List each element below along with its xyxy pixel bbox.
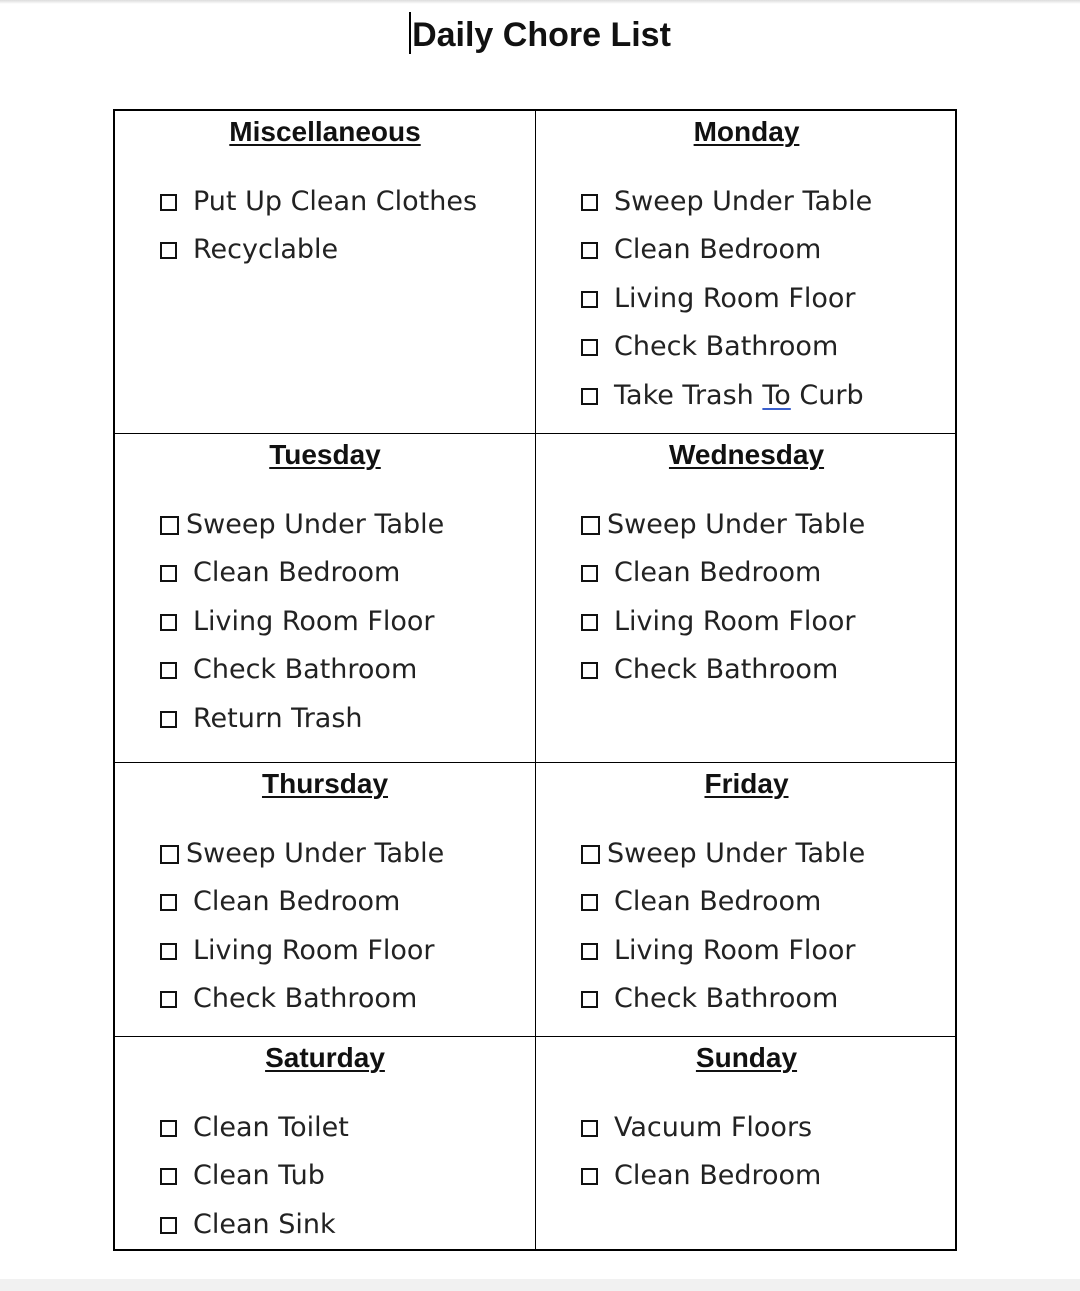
- chore-label: Check Bathroom: [614, 654, 839, 686]
- list-item: [160, 694, 444, 743]
- chore-list: [581, 1103, 821, 1200]
- chore-list: [581, 177, 872, 420]
- chore-label: Living Room Floor: [614, 605, 856, 637]
- checkbox[interactable]: [581, 388, 598, 405]
- list-item: [160, 1152, 349, 1201]
- checkbox[interactable]: [581, 1168, 598, 1185]
- checkbox[interactable]: [581, 991, 598, 1008]
- chore-label: Clean Tub: [193, 1160, 325, 1192]
- chore-label: Clean Bedroom: [614, 234, 822, 266]
- list-item: [160, 829, 444, 878]
- chore-label: Clean Bedroom: [614, 557, 822, 589]
- chore-label: Clean Bedroom: [614, 1160, 822, 1192]
- chore-label: Clean Bedroom: [614, 886, 822, 918]
- section-miscellaneous: [115, 111, 536, 434]
- list-item: [160, 597, 444, 646]
- checkbox[interactable]: [581, 1120, 598, 1137]
- checkbox[interactable]: [581, 894, 598, 911]
- chore-label: Return Trash: [193, 702, 363, 734]
- list-item: [160, 1200, 349, 1249]
- section-header: Sunday: [695, 1042, 798, 1073]
- section-header: Saturday: [265, 1042, 385, 1073]
- checkbox[interactable]: [581, 943, 598, 960]
- chore-label: Sweep Under Table: [186, 837, 445, 869]
- chore-table: [113, 109, 957, 1251]
- checkbox[interactable]: [581, 614, 598, 631]
- chore-label: Check Bathroom: [193, 654, 418, 686]
- chore-label: Sweep Under Table: [607, 508, 866, 540]
- spellcheck-marked-word[interactable]: To: [762, 379, 791, 411]
- chore-label: Check Bathroom: [614, 331, 839, 363]
- chore-list: [160, 500, 444, 743]
- section-header: Friday: [704, 768, 789, 799]
- checkbox[interactable]: [160, 894, 177, 911]
- checkbox[interactable]: [160, 662, 177, 679]
- chore-label: Clean Bedroom: [193, 557, 401, 589]
- chore-label: Check Bathroom: [614, 983, 839, 1015]
- list-item: [160, 646, 444, 695]
- list-item: [581, 549, 865, 598]
- checkbox[interactable]: [581, 516, 600, 535]
- chore-label: Check Bathroom: [193, 983, 418, 1015]
- document-title[interactable]: [0, 12, 1080, 55]
- chore-label: Sweep Under Table: [607, 837, 866, 869]
- list-item: [160, 177, 477, 226]
- list-item: [581, 878, 865, 927]
- checkbox[interactable]: [160, 516, 179, 535]
- chore-label: Clean Toilet: [193, 1111, 349, 1143]
- chore-label-part: Curb: [790, 379, 864, 411]
- checkbox[interactable]: [581, 845, 600, 864]
- chore-label: Vacuum Floors: [614, 1111, 813, 1143]
- checkbox[interactable]: [160, 1217, 177, 1234]
- chore-label: Clean Bedroom: [193, 886, 401, 918]
- section-tuesday: [115, 434, 536, 763]
- list-item: [160, 500, 444, 549]
- list-item: [581, 1152, 821, 1201]
- checkbox[interactable]: [160, 565, 177, 582]
- chore-list: [581, 500, 865, 694]
- checkbox[interactable]: [581, 339, 598, 356]
- section-header: Thursday: [261, 768, 389, 799]
- window-top-edge: [0, 0, 1080, 4]
- checkbox[interactable]: [160, 242, 177, 259]
- section-saturday: [115, 1037, 536, 1249]
- checkbox[interactable]: [581, 662, 598, 679]
- list-item: [581, 371, 872, 420]
- list-item: [160, 549, 444, 598]
- chore-label: Put Up Clean Clothes: [193, 185, 478, 217]
- chore-label: Living Room Floor: [193, 934, 435, 966]
- list-item: [581, 975, 865, 1024]
- list-item: [581, 829, 865, 878]
- checkbox[interactable]: [581, 194, 598, 211]
- section-monday: [536, 111, 957, 434]
- checkbox[interactable]: [160, 1168, 177, 1185]
- list-item: [581, 597, 865, 646]
- checkbox[interactable]: [160, 194, 177, 211]
- chore-label-part: Take Trash: [614, 379, 763, 411]
- list-item: [581, 500, 865, 549]
- section-header: Tuesday: [269, 439, 381, 470]
- chore-label-take-trash: [614, 380, 864, 411]
- chore-label: Living Room Floor: [614, 282, 856, 314]
- text-cursor: [409, 12, 411, 54]
- chore-label: Clean Sink: [193, 1208, 336, 1240]
- list-item: [581, 926, 865, 975]
- section-header: Miscellaneous: [229, 116, 421, 147]
- chore-label: Sweep Under Table: [186, 508, 445, 540]
- section-sunday: [536, 1037, 957, 1249]
- checkbox[interactable]: [160, 943, 177, 960]
- checkbox[interactable]: [160, 711, 177, 728]
- list-item: [160, 878, 444, 927]
- section-header: Wednesday: [668, 439, 825, 470]
- list-item: [160, 226, 477, 275]
- list-item: [581, 1103, 821, 1152]
- section-friday: [536, 763, 957, 1037]
- list-item: [160, 926, 444, 975]
- document-title-text: Daily Chore List: [412, 16, 671, 54]
- chore-list: [160, 1103, 349, 1249]
- section-header: Monday: [693, 116, 800, 147]
- window-bottom-edge: [0, 1279, 1080, 1291]
- chore-list: [160, 177, 477, 274]
- list-item: [581, 646, 865, 695]
- checkbox[interactable]: [581, 242, 598, 259]
- section-wednesday: [536, 434, 957, 763]
- checkbox[interactable]: [160, 845, 179, 864]
- checkbox[interactable]: [581, 291, 598, 308]
- list-item: [581, 226, 872, 275]
- chore-label: Living Room Floor: [193, 605, 435, 637]
- chore-label: Recyclable: [193, 234, 339, 266]
- checkbox[interactable]: [160, 991, 177, 1008]
- chore-list: [160, 829, 444, 1023]
- list-item: [160, 1103, 349, 1152]
- chore-label: Living Room Floor: [614, 934, 856, 966]
- checkbox[interactable]: [160, 614, 177, 631]
- checkbox[interactable]: [581, 565, 598, 582]
- list-item: [581, 323, 872, 372]
- list-item: [160, 975, 444, 1024]
- chore-label: Sweep Under Table: [614, 185, 873, 217]
- section-thursday: [115, 763, 536, 1037]
- checkbox[interactable]: [160, 1120, 177, 1137]
- list-item: [581, 177, 872, 226]
- chore-list: [581, 829, 865, 1023]
- list-item: [581, 274, 872, 323]
